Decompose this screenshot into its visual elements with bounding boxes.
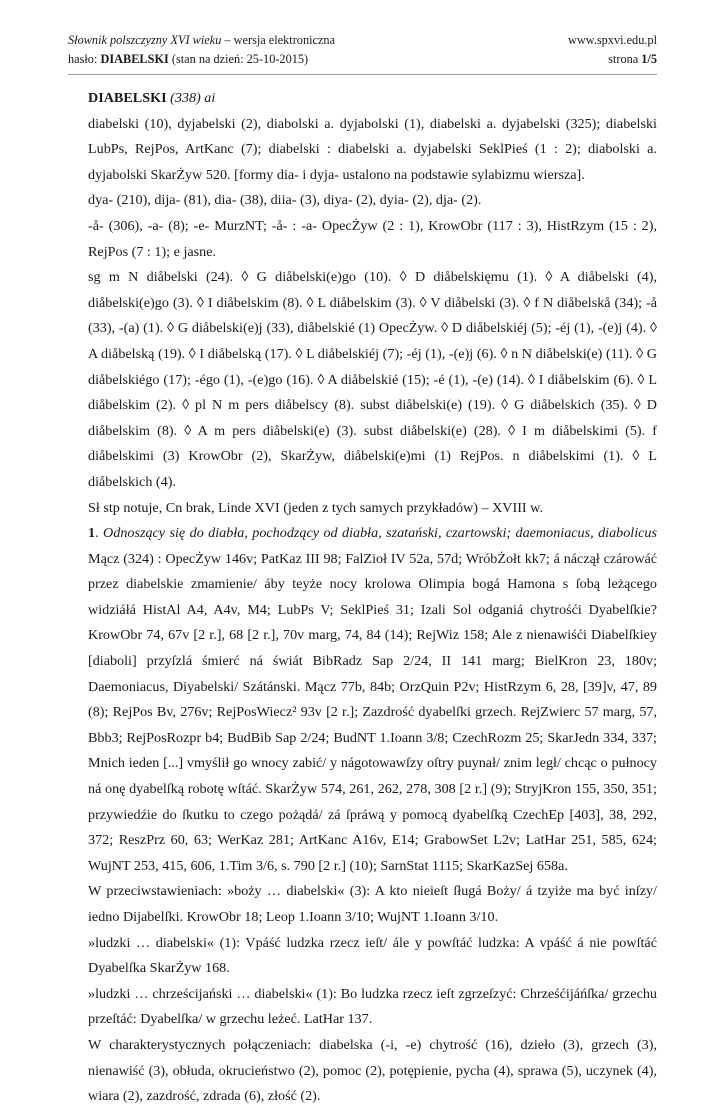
opposition-chrzescijanski: »ludzki … chrześcijański … diabelski« (1): Bo ludzka rzecz ieſt zgrzeſzyć: Chrześćijáńſka/ grzechu przeſtáć: Dyabelſka/ w grzechu leżeć. LatHar 137. [88, 985, 657, 1028]
entry-vowel-variants: -å- (306), -a- (8); -e- MurzNT; -å- : -a- OpecŻyw (2 : 1), KrowObr (117 : 3), HistRzym (15 : 2), RejPos (7 : 1); e jasne. [88, 217, 657, 260]
sense-definition: Odnoszący się do diabła, pochodzący od diabła, szatański, czartowski; daemoniacus, diabolicus [103, 525, 657, 542]
entry-body [88, 86, 657, 1110]
entry-forms: diabelski (10), dyjabelski (2), diabolski a. dyjabolski (1), diabelski a. dyjabelski (325); diabelski LubPs, RejPos, ArtKanc (7); diabelski : diabelski a. dyjabelski SeklPieś (1 : 2); diabolski a. dyjabolski SkarŻyw 520. [formy dia- i dyja- ustalono na podstawie sylabizmu wiersza]. [88, 115, 657, 183]
sense-1: 1. Odnoszący się do diabła, pochodzący od diabła, szatański, czartowski; daemoniacus, diabolicus Mącz (324) : OpecŻyw 146v; PatKaz III 98; FalZioł IV 52a, 57d; WróbŻołt kk7; á náczął czárowáć przez diabelskie zmamienie/ áby teyże nocy krolowa Olimpia bogá Hamona s ſobą leżącego widziáłá HistAl A4, A4v, M4; LubPs V; SeklPieś 31; Izali Sol odganiá chytrośći Dyabelſkie? KrowObr 74, 67v [2 r.], 68 [2 r.], 70v marg, 74, 84 (14); RejWiz 158; Ale z nienawiśći Diabelſkiey [diaboli] przyſzlá śmierć ná świát BibRadz Sap 2/24, II 141 marg; BielKron 23, 180v; Daemoniacus, Diyabelski/ Szátánski. Mącz 77b, 84b; OrzQuin P2v; HistRzym 6, 28, [39]v, 47, 89 (8); RejPos Bv, 276v; RejPosWiecz² 93v [2 r.]; Zazdrość dyabelſki grzech. RejZwierc 57 marg, 57, Bbb3; RejPosRozpr b4; BudBib Sap 2/24; BudNT 1.Ioann 3/8; CzechRozm 25; SkarJedn 334, 337; Mnich ieden [...] vmyślił go wnocy zabić/ y nágotowawſzy oſtry puynał/ znim legł/ chcąc o pułnocy ná onę dyabelſką robotę wſtáć. SkarŻyw 574, 261, 262, 278, 308 [2 r.] (9); StryjKron 155, 350, 351; przywiedźie do ſkutku to czego pożądá/ zá ſpráwą y pomocą dyabelſką CzechEp [403], 38, 292, 372; ReszPrz 60, 63; WerKaz 281; ArtKanc A16v, E14; GrabowSet L2v; LatHar 251, 585, 624; WujNT 253, 415, 606, 1.Tim 3/6, s. 790 [2 r.] (10); SarnStat 1115; SkarKazSej 658a. [88, 525, 657, 874]
header-page-label: strona [608, 52, 642, 66]
header-row-1 [68, 31, 657, 50]
opposition-boży: W przeciwstawieniach: »boży … diabelski« (3): A kto nieieſt ſługá Boży/ á tzyiże ma być inſzy/ iedno Dijabelſki. KrowObr 18; Leop 1.Ioann 3/10; WujNT 1.Ioann 3/10. [88, 883, 657, 925]
header-source-title: Słownik polszczyzny XVI wieku [68, 33, 222, 47]
header-page [608, 50, 657, 69]
header-haslo-label: hasło: [68, 52, 101, 66]
page-header [68, 31, 657, 69]
header-url[interactable]: www.spxvi.edu.pl [567, 33, 657, 47]
header-source [68, 31, 335, 50]
entry-prefix-variants: dya- (210), dija- (81), dia- (38), diia- (3), diya- (2), dyia- (2), dja- (2). [88, 192, 482, 209]
entry-headword-meta: (338) ai [166, 90, 216, 106]
opposition-ludzki: »ludzki … diabelski« (1): Vpáść ludzka rzecz ieſt/ ále y powſtáć ludzka: A vpáść á nie powſtáć Dyabelſka SkarŻyw 168. [88, 934, 657, 977]
sense-number: 1 [88, 525, 96, 542]
header-entry-info [68, 50, 308, 69]
header-haslo-word: DIABELSKI [100, 52, 169, 66]
header-source-suffix: – wersja elektroniczna [221, 33, 336, 47]
sense-citations: Mącz (324) : OpecŻyw 146v; PatKaz III 98; FalZioł IV 52a, 57d; WróbŻołt kk7; á náczął czárowáć przez diabelskie zmamienie/ áby teyże nocy krolowa Olimpia bogá Hamona s ſobą leżącego widziáłá HistAl A4, A4v, M4; LubPs V; SeklPieś 31; Izali Sol odganiá chytrośći Dyabelſkie? KrowObr 74, 67v [2 r.], 68 [2 r.], 70v marg, 74, 84 (14); RejWiz 158; Ale z nienawiśći Diabelſkiey [diaboli] przyſzlá śmierć ná świát BibRadz Sap 2/24, II 141 marg; BielKron 23, 180v; Daemoniacus, Diyabelski/ Szátánski. Mącz 77b, 84b; OrzQuin P2v; HistRzym 6, 28, [39]v, 47, 89 (8); RejPos Bv, 276v; RejPosWiecz² 93v [2 r.]; Zazdrość dyabelſki grzech. RejZwierc 57 marg, 57, Bbb3; RejPosRozpr b4; BudBib Sap 2/24; BudNT 1.Ioann 3/8; CzechRozm 25; SkarJedn 334, 337; Mnich ieden [...] vmyślił go wnocy zabić/ y nágotowawſzy oſtry puynał/ znim legł/ chcąc o pułnocy ná onę dyabelſką robotę wſtáć. SkarŻyw 574, 261, 262, 278, 308 [2 r.] (9); StryjKron 155, 350, 351; przywiedźie do ſkutku to czego pożądá/ zá ſpráwą y pomocą dyabelſką CzechEp [403], 38, 292, 372; ReszPrz 60, 63; WerKaz 281; ArtKanc A16v, E14; GrabowSet L2v; LatHar 251, 585, 624; WujNT 253, 415, 606, 1.Tim 3/6, s. 790 [2 r.] (10); SarnStat 1115; SkarKazSej 658a. [88, 550, 657, 874]
collocations: W charakterystycznych połączeniach: diabelska (-i, -e) chytrość (16), dzieło (3), grzech (3), nienawiść (3), obłuda, okrucieństwo (2), pomoc (2), potępienie, pycha (4), sprawa (5), uczynek (4), wiara (2), zazdrość, zdrada (6), złość (2). [88, 1036, 657, 1105]
header-haslo-status: (stan na dzień: 25-10-2015) [168, 52, 309, 66]
header-divider [68, 74, 657, 75]
entry-headword: DIABELSKI [88, 90, 167, 106]
entry-dictionaries: Sł stp notuje, Cn brak, Linde XVI (jeden z tych samych przykładów) – XVIII w. [88, 499, 544, 516]
header-row-2 [68, 50, 657, 69]
entry-inflection: sg m N diåbelski (24). ◊ G diåbelski(e)go (10). ◊ D diåbelskięmu (1). ◊ A diåbelski (4), diåbelski(e)go (3). ◊ I diåbelskim (8). ◊ L diåbelskim (3). ◊ V diåbelski (3). ◊ f N diåbelskå (34); -å (33), -(a) (1). ◊ G diåbelski(e)j (33), diåbelskié (1) OpecŻyw. ◊ D diåbelskiéj (5); -éj (1), -(e)j (4). ◊ A diåbelską (19). ◊ I diåbelską (17). ◊ L diåbelskiéj (7); -éj (1), -(e)j (6). ◊ n N diåbelski(e) (11). ◊ G diåbelskiégo (17); -égo (1), -(e)go (16). ◊ A diåbelskié (15); -é (1), -(e) (14). ◊ I diåbelskim (6). ◊ L diåbelskim (2). ◊ pl N m pers diåbelscy (8). subst diåbelski(e) (19). ◊ G diåbelskich (35). ◊ D diåbelskim (8). ◊ A m pers diåbelski(e) (3). subst diåbelski(e) (28). ◊ I m diåbelskimi (5). f diåbelskimi (3) KrowObr (2), SkarŻyw, diåbelski(e)mi (1) RejPos. n diåbelskimi (1). ◊ L diåbelskich (4). [88, 269, 657, 490]
entry-headword-line [88, 86, 657, 112]
header-page-number: 1/5 [641, 52, 657, 66]
